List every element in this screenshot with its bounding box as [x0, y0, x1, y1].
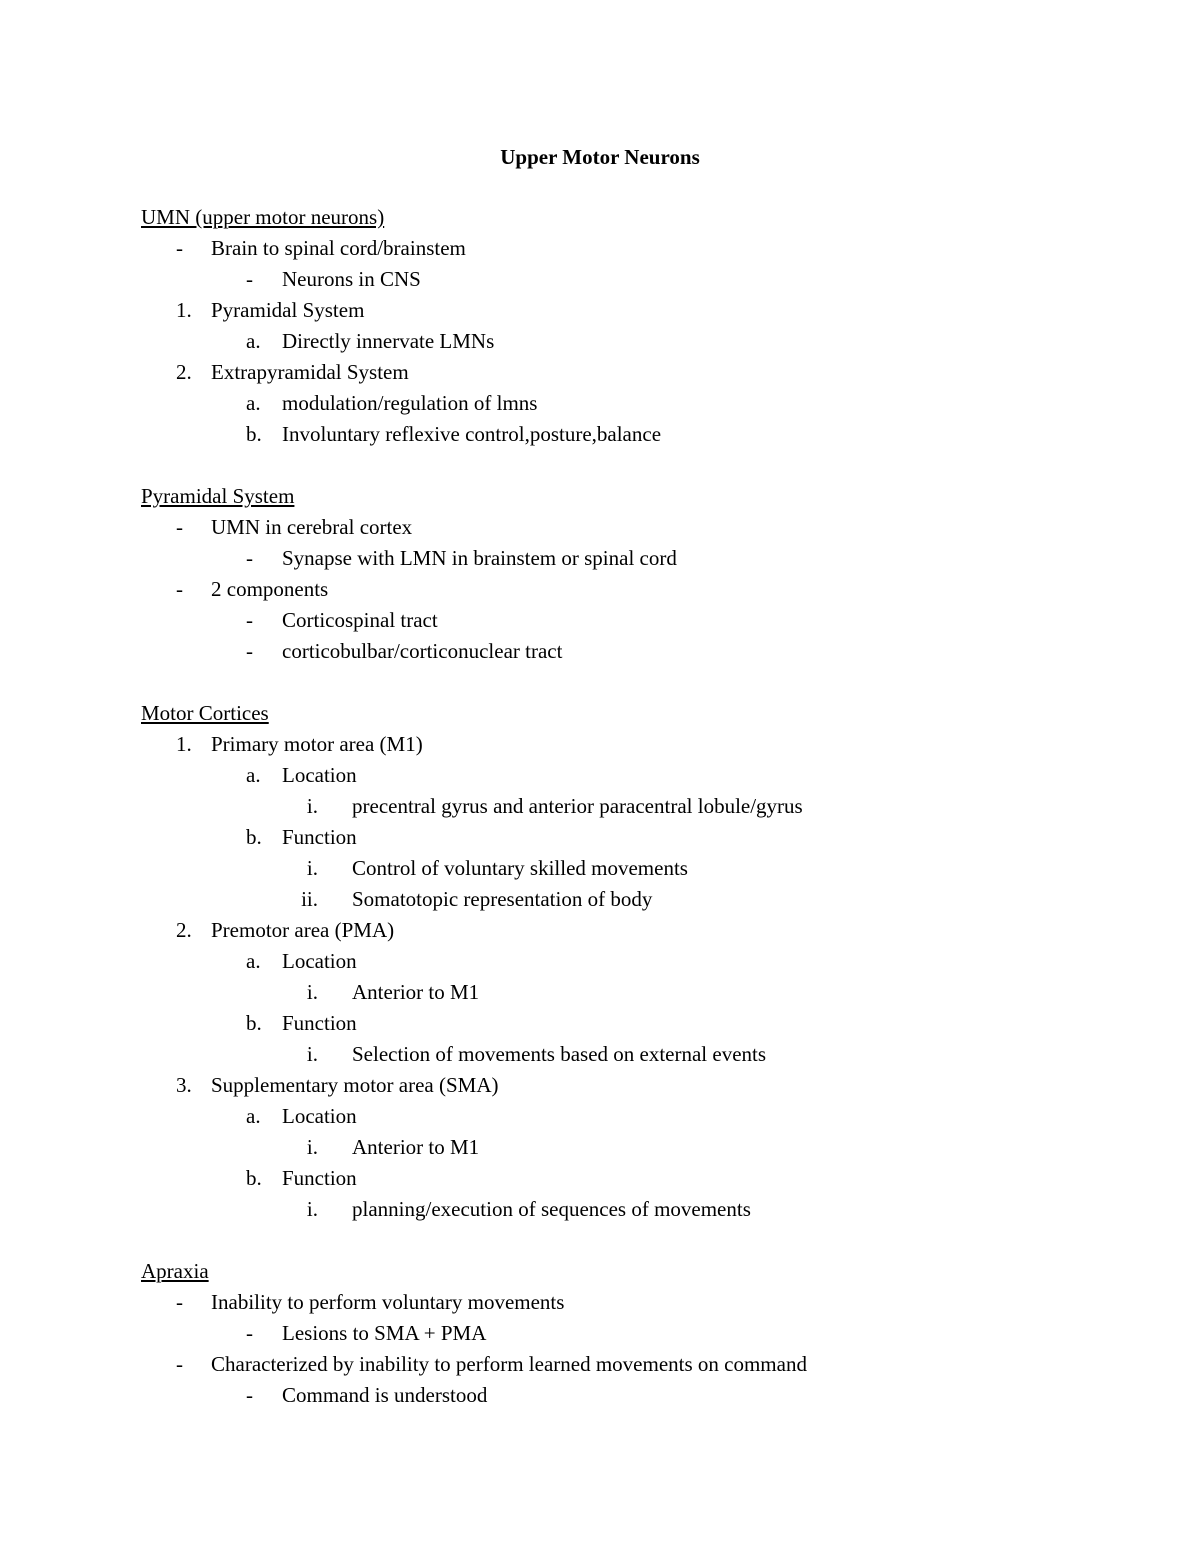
list-marker: - [246, 608, 253, 632]
list-marker: - [246, 1321, 253, 1345]
list-marker: - [176, 515, 183, 539]
list-item [0, 760, 1200, 791]
list-item-text: Location [282, 1104, 357, 1128]
list-marker: - [176, 236, 183, 260]
list-item [0, 419, 1200, 450]
list-marker: 3. [176, 1073, 192, 1097]
list-item-text: Extrapyramidal System [211, 360, 409, 384]
list-marker: a. [246, 391, 261, 415]
list-item [0, 543, 1200, 574]
list-item [0, 264, 1200, 295]
list-item-text: Inability to perform voluntary movements [211, 1290, 565, 1314]
list-item [0, 295, 1200, 326]
list-item-text: Control of voluntary skilled movements [352, 856, 688, 880]
section-heading: Pyramidal System [141, 484, 295, 508]
list-marker: a. [246, 949, 261, 973]
list-marker: i. [306, 794, 318, 818]
list-item-text: Location [282, 949, 357, 973]
list-marker: 1. [176, 732, 192, 756]
list-item [0, 1070, 1200, 1101]
list-item-text: Anterior to M1 [352, 1135, 480, 1159]
list-item-text: Synapse with LMN in brainstem or spinal cord [282, 546, 677, 570]
list-item-text: Supplementary motor area (SMA) [211, 1073, 499, 1097]
list-marker: i. [306, 980, 318, 1004]
list-item [0, 915, 1200, 946]
list-marker: - [176, 577, 183, 601]
list-item-text: precentral gyrus and anterior paracentral lobule/gyrus [352, 794, 803, 818]
list-item [0, 1008, 1200, 1039]
list-item [0, 946, 1200, 977]
list-item-text: Corticospinal tract [282, 608, 438, 632]
list-item-text: Somatotopic representation of body [352, 887, 653, 911]
list-marker: 2. [176, 360, 192, 384]
list-item [0, 1039, 1200, 1070]
section-heading: Motor Cortices [141, 701, 269, 725]
list-marker: - [246, 639, 253, 663]
list-marker: - [246, 1383, 253, 1407]
list-marker: 1. [176, 298, 192, 322]
list-marker: i. [306, 1042, 318, 1066]
list-item [0, 233, 1200, 264]
list-item [0, 884, 1200, 915]
list-marker: i. [306, 1135, 318, 1159]
list-marker: - [246, 267, 253, 291]
list-item-text: modulation/regulation of lmns [282, 391, 538, 415]
list-item-text: corticobulbar/corticonuclear tract [282, 639, 563, 663]
list-item [0, 1132, 1200, 1163]
list-marker: ii. [301, 887, 318, 911]
list-item-text: UMN in cerebral cortex [211, 515, 413, 539]
list-marker: b. [246, 422, 262, 446]
list-item-text: 2 components [211, 577, 329, 601]
list-item-text: Function [282, 1166, 357, 1190]
list-marker: - [176, 1290, 183, 1314]
list-marker: i. [306, 1197, 318, 1221]
list-item-text: Function [282, 825, 357, 849]
list-marker: a. [246, 763, 261, 787]
list-item [0, 729, 1200, 760]
list-item-text: planning/execution of sequences of movements [352, 1197, 751, 1221]
list-item [0, 636, 1200, 667]
list-marker: b. [246, 1011, 262, 1035]
list-marker: i. [306, 856, 318, 880]
list-marker: 2. [176, 918, 192, 942]
list-item-text: Anterior to M1 [352, 980, 480, 1004]
section-heading: UMN (upper motor neurons) [141, 205, 385, 229]
list-marker: a. [246, 1104, 261, 1128]
list-item [0, 388, 1200, 419]
list-item-text: Neurons in CNS [282, 267, 421, 291]
list-item [0, 605, 1200, 636]
list-item-text: Location [282, 763, 357, 787]
list-item-text: Premotor area (PMA) [211, 918, 395, 942]
list-item [0, 977, 1200, 1008]
list-item-text: Command is understood [282, 1383, 488, 1407]
list-marker: - [246, 546, 253, 570]
list-item [0, 853, 1200, 884]
list-marker: - [176, 1352, 183, 1376]
list-item-text: Pyramidal System [211, 298, 365, 322]
list-item [0, 1349, 1200, 1380]
list-item [0, 1380, 1200, 1411]
list-item [0, 1101, 1200, 1132]
list-item [0, 326, 1200, 357]
section-heading: Apraxia [141, 1259, 209, 1283]
list-marker: b. [246, 1166, 262, 1190]
list-item [0, 357, 1200, 388]
list-marker: a. [246, 329, 261, 353]
list-item [0, 1163, 1200, 1194]
list-item-text: Primary motor area (M1) [211, 732, 423, 756]
list-item-text: Function [282, 1011, 357, 1035]
list-item-text: Characterized by inability to perform learned movements on command [211, 1352, 807, 1376]
list-item [0, 1287, 1200, 1318]
list-item [0, 512, 1200, 543]
list-item [0, 1194, 1200, 1225]
list-item-text: Brain to spinal cord/brainstem [211, 236, 466, 260]
list-item-text: Involuntary reflexive control,posture,balance [282, 422, 662, 446]
list-item [0, 1318, 1200, 1349]
list-item [0, 822, 1200, 853]
document-title: Upper Motor Neurons [500, 145, 700, 169]
list-item-text: Lesions to SMA + PMA [282, 1321, 487, 1345]
list-marker: b. [246, 825, 262, 849]
list-item-text: Directly innervate LMNs [282, 329, 495, 353]
list-item-text: Selection of movements based on external events [352, 1042, 767, 1066]
list-item [0, 574, 1200, 605]
list-item [0, 791, 1200, 822]
